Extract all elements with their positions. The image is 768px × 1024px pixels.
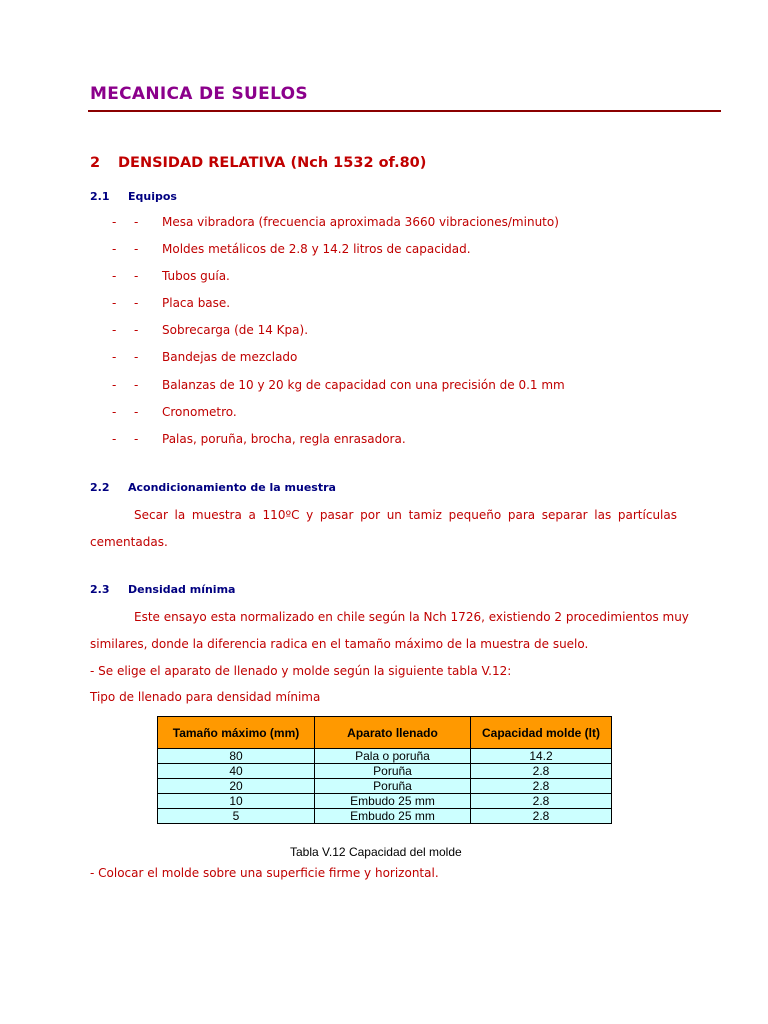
table-cell: 80: [158, 749, 315, 764]
subsection-title: Densidad mínima: [128, 583, 236, 596]
bullet-dash: -: [134, 323, 139, 337]
bullet-dash: -: [112, 323, 117, 337]
table-body: [158, 749, 612, 824]
table-header-row: [158, 717, 612, 749]
bullet-dash: -: [112, 242, 117, 256]
section-heading: [90, 155, 426, 171]
table-header-cell: Capacidad molde (lt): [471, 717, 612, 749]
paragraph-line: Secar la muestra a 110ºC y pasar por un tamiz pequeño para separar las partículas: [134, 508, 677, 522]
subsection-title: Equipos: [128, 190, 177, 203]
subsection-heading-acondicionamiento: [90, 481, 336, 494]
bullet-dash: -: [134, 378, 139, 392]
table-cell: 14.2: [471, 749, 612, 764]
table-row: [158, 809, 612, 824]
table-cell: Poruña: [315, 764, 471, 779]
table-cell: 2.8: [471, 809, 612, 824]
subsection-heading-densidad-minima: [90, 583, 235, 596]
table-cell: 2.8: [471, 794, 612, 809]
paragraph-line: Tipo de llenado para densidad mínima: [90, 690, 321, 704]
table-cell: Embudo 25 mm: [315, 809, 471, 824]
table-cell: 10: [158, 794, 315, 809]
paragraph-line: Este ensayo esta normalizado en chile según la Nch 1726, existiendo 2 procedimientos muy: [134, 610, 689, 624]
paragraph-line: cementadas.: [90, 535, 168, 549]
bullet-dash: -: [112, 215, 117, 229]
bullet-dash: -: [112, 296, 117, 310]
bullet-dash: -: [112, 405, 117, 419]
capacity-table: [157, 716, 612, 824]
table-row: [158, 779, 612, 794]
list-item-text: Placa base.: [162, 296, 231, 310]
bullet-dash: -: [112, 269, 117, 283]
list-item-text: Mesa vibradora (frecuencia aproximada 3660 vibraciones/minuto): [162, 215, 559, 229]
list-item-text: Bandejas de mezclado: [162, 350, 298, 364]
subsection-number: 2.2: [90, 481, 110, 494]
paragraph-line: - Colocar el molde sobre una superficie firme y horizontal.: [90, 866, 439, 880]
subsection-number: 2.1: [90, 190, 110, 203]
list-item-text: Palas, poruña, brocha, regla enrasadora.: [162, 432, 406, 446]
bullet-dash: -: [134, 269, 139, 283]
section-title: DENSIDAD RELATIVA (Nch 1532 of.80): [118, 155, 427, 171]
table-cell: 2.8: [471, 779, 612, 794]
paragraph-line: - Se elige el aparato de llenado y molde según la siguiente tabla V.12:: [90, 664, 512, 678]
list-item-text: Balanzas de 10 y 20 kg de capacidad con una precisión de 0.1 mm: [162, 378, 565, 392]
table-header-cell: Tamaño máximo (mm): [158, 717, 315, 749]
subsection-heading-equipos: [90, 190, 177, 203]
table-cell: 40: [158, 764, 315, 779]
list-item-text: Tubos guía.: [162, 269, 230, 283]
table-row: [158, 794, 612, 809]
list-item-text: Sobrecarga (de 14 Kpa).: [162, 323, 309, 337]
table-cell: 5: [158, 809, 315, 824]
bullet-dash: -: [112, 432, 117, 446]
bullet-dash: -: [134, 432, 139, 446]
section-number: 2: [90, 155, 101, 171]
table-row: [158, 749, 612, 764]
table-caption: Tabla V.12 Capacidad del molde: [290, 845, 462, 859]
table-cell: Poruña: [315, 779, 471, 794]
bullet-dash: -: [134, 350, 139, 364]
bullet-dash: -: [112, 378, 117, 392]
bullet-dash: -: [134, 296, 139, 310]
paragraph-line: similares, donde la diferencia radica en el tamaño máximo de la muestra de suelo.: [90, 637, 589, 651]
page-title: MECANICA DE SUELOS: [90, 84, 308, 104]
subsection-number: 2.3: [90, 583, 110, 596]
list-item-text: Cronometro.: [162, 405, 237, 419]
table-cell: Embudo 25 mm: [315, 794, 471, 809]
table-row: [158, 764, 612, 779]
title-divider: [88, 110, 721, 112]
bullet-dash: -: [112, 350, 117, 364]
table-header-cell: Aparato llenado: [315, 717, 471, 749]
bullet-dash: -: [134, 405, 139, 419]
table-cell: 20: [158, 779, 315, 794]
table-cell: Pala o poruña: [315, 749, 471, 764]
table-cell: 2.8: [471, 764, 612, 779]
bullet-dash: -: [134, 242, 139, 256]
bullet-dash: -: [134, 215, 139, 229]
list-item-text: Moldes metálicos de 2.8 y 14.2 litros de capacidad.: [162, 242, 471, 256]
subsection-title: Acondicionamiento de la muestra: [128, 481, 336, 494]
